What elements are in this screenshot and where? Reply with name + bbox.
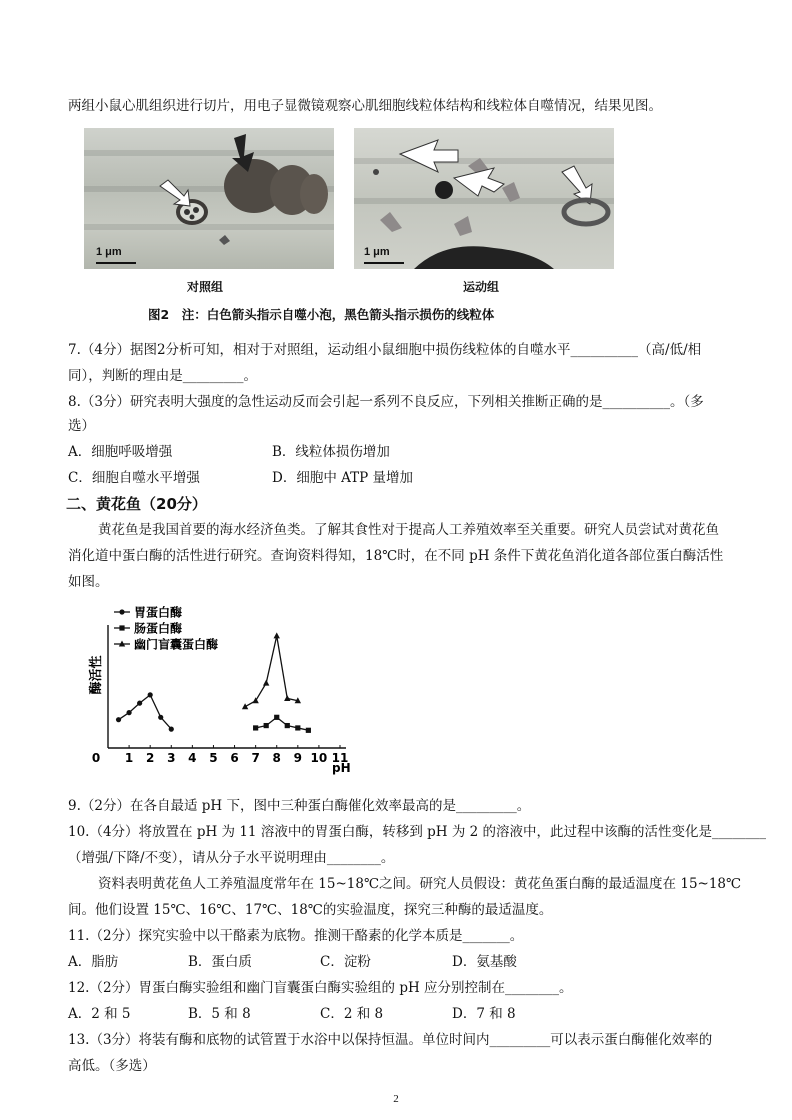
enzyme-activity-chart bbox=[78, 600, 378, 785]
data-point bbox=[169, 727, 174, 732]
data-point bbox=[306, 728, 311, 733]
question-8-line1: 8.（3分）研究表明大强度的急性运动反而会引起一系列不良反应，下列相关推断正确的是__________。（多 bbox=[68, 394, 704, 410]
q11-option-a: A．脂肪 bbox=[68, 954, 119, 970]
scale-bar bbox=[96, 262, 136, 264]
scale-text: 1 μm bbox=[364, 246, 390, 258]
q11-option-c: C．淀粉 bbox=[320, 954, 371, 970]
x-tick-label: 2 bbox=[146, 751, 155, 765]
q8-option-b: B．线粒体损伤增加 bbox=[272, 444, 390, 460]
control-group-micrograph bbox=[84, 128, 334, 269]
x-tick-label: 6 bbox=[230, 751, 239, 765]
section-2-title: 二、黄花鱼（20分） bbox=[66, 495, 207, 513]
intro-paragraph: 两组小鼠心肌组织进行切片，用电子显微镜观察心肌细胞线粒体结构和线粒体自噬情况，结果见图。 bbox=[68, 98, 662, 114]
q12-option-a: A．2 和 5 bbox=[68, 1006, 131, 1022]
figure-caption: 图2 注：白色箭头指示自噬小泡，黑色箭头指示损伤的线粒体 bbox=[148, 307, 495, 322]
q12-option-b: B．5 和 8 bbox=[188, 1006, 251, 1022]
data-point bbox=[126, 710, 131, 715]
temperature-paragraph-line2: 间。他们设置 15℃、16℃、17℃、18℃的实验温度，探究三种酶的最适温度。 bbox=[68, 902, 553, 918]
question-8-line2: 选） bbox=[68, 418, 95, 434]
series-2 bbox=[242, 632, 301, 709]
x-tick-label: 1 bbox=[124, 751, 134, 765]
x-tick-label: 5 bbox=[209, 751, 218, 765]
q8-option-a: A．细胞呼吸增强 bbox=[68, 444, 173, 460]
data-point bbox=[274, 715, 279, 720]
data-point bbox=[274, 632, 280, 638]
scale-text: 1 μm bbox=[96, 246, 122, 258]
page-number: 2 bbox=[393, 1093, 399, 1105]
question-11: 11.（2分）探究实验中以干酪素为底物。推测干酪素的化学本质是_______。 bbox=[68, 928, 524, 944]
data-point bbox=[253, 725, 258, 730]
data-point bbox=[119, 625, 124, 630]
section-2-paragraph-1: 黄花鱼是我国首要的海水经济鱼类。了解其食性对于提高人工养殖效率至关重要。研究人员尝试对黄花鱼 bbox=[98, 522, 719, 538]
exercise-group-micrograph bbox=[354, 128, 614, 269]
question-7-line2: 同），判断的理由是_________。 bbox=[68, 368, 257, 384]
x-tick-label: 3 bbox=[167, 751, 176, 765]
legend-label: 肠蛋白酶 bbox=[134, 621, 183, 636]
section-2-paragraph-2: 消化道中蛋白酶的活性进行研究。查询资料得知，18℃时，在不同 pH 条件下黄花鱼消化道各部位蛋白酶活性 bbox=[68, 548, 724, 564]
legend-label: 幽门盲囊蛋白酶 bbox=[134, 637, 219, 652]
series-line bbox=[256, 717, 309, 730]
data-point bbox=[295, 725, 300, 730]
question-13-line2: 高低。（多选） bbox=[68, 1058, 156, 1074]
data-point bbox=[284, 695, 290, 701]
q11-option-b: B．蛋白质 bbox=[188, 954, 252, 970]
x-tick-label: 4 bbox=[188, 751, 197, 765]
x-tick-label: 10 bbox=[310, 751, 328, 765]
q12-option-d: D．7 和 8 bbox=[452, 1006, 516, 1022]
legend-label: 胃蛋白酶 bbox=[134, 605, 183, 620]
q12-option-c: C．2 和 8 bbox=[320, 1006, 384, 1022]
series-line bbox=[119, 695, 172, 729]
data-point bbox=[119, 609, 124, 614]
section-2-paragraph-3: 如图。 bbox=[68, 574, 109, 590]
data-point bbox=[116, 717, 121, 722]
data-point bbox=[264, 723, 269, 728]
y-axis-label: 酶活性 bbox=[89, 655, 104, 695]
x-tick-label: 0 bbox=[91, 751, 101, 765]
data-point bbox=[137, 701, 142, 706]
x-tick-label: 11 bbox=[331, 751, 349, 765]
temperature-paragraph-line1: 资料表明黄花鱼人工养殖温度常年在 15~18℃之间。研究人员假设：黄花鱼蛋白酶的最适温度在 15~18℃ bbox=[98, 876, 742, 892]
series-0 bbox=[116, 692, 174, 731]
exercise-group-label: 运动组 bbox=[463, 280, 500, 294]
scale-bar bbox=[364, 262, 404, 264]
x-tick-label: 8 bbox=[272, 751, 281, 765]
q11-option-d: D．氨基酸 bbox=[452, 954, 517, 970]
x-axis-label: pH bbox=[332, 761, 351, 775]
q8-option-c: C．细胞自噬水平增强 bbox=[68, 470, 200, 486]
data-point bbox=[158, 715, 163, 720]
question-9: 9.（2分）在各自最适 pH 下，图中三种蛋白酶催化效率最高的是_________。 bbox=[68, 798, 531, 814]
data-point bbox=[263, 680, 269, 686]
question-10-line2: （增强/下降/不变），请从分子水平说明理由________。 bbox=[68, 850, 395, 866]
data-point bbox=[242, 703, 248, 709]
question-7-line1: 7.（4分）据图2分析可知，相对于对照组，运动组小鼠细胞中损伤线粒体的自噬水平__________（高/低/相 bbox=[68, 342, 702, 358]
q8-option-d: D．细胞中 ATP 量增加 bbox=[272, 470, 414, 486]
series-line bbox=[245, 636, 298, 707]
control-group-label: 对照组 bbox=[187, 280, 224, 294]
data-point bbox=[148, 692, 153, 697]
question-10-line1: 10.（4分）将放置在 pH 为 11 溶液中的胃蛋白酶，转移到 pH 为 2 的溶液中，此过程中该酶的活性变化是________ bbox=[68, 824, 766, 840]
question-13-line1: 13.（3分）将装有酶和底物的试管置于水浴中以保持恒温。单位时间内_________可以表示蛋白酶催化效率的 bbox=[68, 1032, 713, 1048]
x-tick-label: 9 bbox=[293, 751, 302, 765]
question-12: 12.（2分）胃蛋白酶实验组和幽门盲囊蛋白酶实验组的 pH 应分别控制在________。 bbox=[68, 980, 573, 996]
data-point bbox=[285, 723, 290, 728]
series-1 bbox=[253, 715, 311, 733]
x-tick-label: 7 bbox=[251, 751, 260, 765]
